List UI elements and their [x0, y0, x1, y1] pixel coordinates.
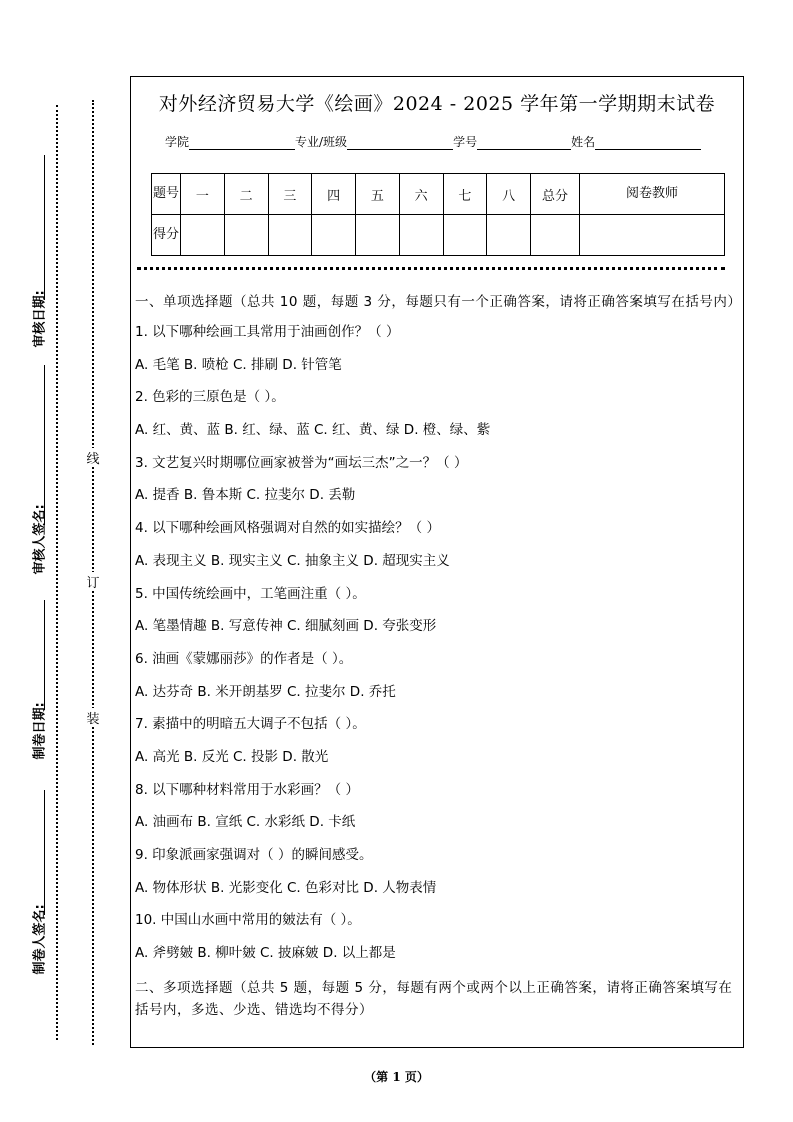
col-header-4: 四	[312, 174, 356, 215]
score-cell-grader[interactable]	[580, 215, 725, 256]
col-header-5: 五	[356, 174, 400, 215]
score-header: 得分	[152, 215, 181, 256]
question-7: 7. 素描中的明暗五大调子不包括（ ）。	[135, 716, 366, 733]
section2-heading: 二、多项选择题（总共 5 题，每题 5 分，每题有两个或两个以上正确答案，请将正确答案填写在括号内，多选、少选、错选均不得分）	[135, 979, 733, 1018]
question-5: 5. 中国传统绘画中，工笔画注重（ ）。	[135, 585, 366, 602]
col-header-2: 二	[224, 174, 268, 215]
col-header-total: 总分	[531, 174, 580, 215]
paper-date-line[interactable]	[44, 600, 45, 710]
binding-mark-staple: 订	[86, 572, 100, 591]
paper-maker-signature-line[interactable]	[44, 790, 45, 915]
col-header-7: 七	[443, 174, 487, 215]
question-1-options: A. 毛笔 B. 喷枪 C. 排刷 D. 针管笔	[135, 356, 342, 373]
col-header-1: 一	[181, 174, 225, 215]
question-4-options: A. 表现主义 B. 现实主义 C. 抽象主义 D. 超现实主义	[135, 552, 450, 569]
question-3: 3. 文艺复兴时期哪位画家被誉为“画坛三杰”之一？（ ）	[135, 454, 468, 471]
section1-heading: 一、单项选择题（总共 10 题，每题 3 分，每题只有一个正确答案，请将正确答案填写在括号内）	[135, 294, 742, 310]
paper-date-label: 制卷日期:	[32, 702, 48, 760]
question-number-header: 题号	[152, 174, 181, 215]
student-info-row	[165, 133, 701, 150]
student-id-label: 学号	[453, 135, 478, 149]
question-9: 9. 印象派画家强调对（ ）的瞬间感受。	[135, 847, 373, 863]
name-field[interactable]	[595, 137, 701, 150]
major-class-field[interactable]	[347, 137, 453, 150]
college-label: 学院	[165, 135, 190, 149]
score-table-score-row	[152, 215, 725, 256]
name-label: 姓名	[571, 135, 596, 149]
binding-dotted-line-outer	[56, 105, 58, 1040]
section-separator	[137, 267, 725, 270]
question-6-options: A. 达芬奇 B. 米开朗基罗 C. 拉斐尔 D. 乔托	[135, 683, 396, 700]
col-header-grader: 阅卷教师	[580, 174, 725, 215]
score-cell[interactable]	[312, 215, 356, 256]
question-4: 4. 以下哪种绘画风格强调对自然的如实描绘？（ ）	[135, 520, 440, 537]
question-1: 1. 以下哪种绘画工具常用于油画创作？（ ）	[135, 324, 400, 340]
score-cell[interactable]	[399, 215, 443, 256]
question-10-options: A. 斧劈皴 B. 柳叶皴 C. 披麻皴 D. 以上都是	[135, 945, 396, 962]
score-table	[151, 173, 725, 256]
col-header-6: 六	[399, 174, 443, 215]
exam-frame	[130, 76, 744, 1048]
binding-mark-bind: 装	[86, 708, 100, 727]
question-10: 10. 中国山水画中常用的皴法有（ ）。	[135, 912, 361, 929]
major-class-label: 专业/班级	[295, 135, 348, 149]
college-field[interactable]	[189, 137, 295, 150]
score-cell[interactable]	[224, 215, 268, 256]
score-cell[interactable]	[443, 215, 487, 256]
score-cell[interactable]	[356, 215, 400, 256]
score-table-header-row	[152, 174, 725, 215]
paper-maker-signature-label: 制卷人签名:	[32, 904, 48, 975]
question-8: 8. 以下哪种材料常用于水彩画？（ ）	[135, 781, 359, 798]
score-cell[interactable]	[181, 215, 225, 256]
question-5-options: A. 笔墨情趣 B. 写意传神 C. 细腻刻画 D. 夸张变形	[135, 618, 437, 635]
question-7-options: A. 高光 B. 反光 C. 投影 D. 散光	[135, 748, 329, 765]
exam-title: 对外经济贸易大学《绘画》2024 - 2025 学年第一学期期末试卷	[158, 93, 716, 115]
reviewer-signature-line[interactable]	[44, 365, 45, 525]
col-header-8: 八	[487, 174, 531, 215]
score-cell[interactable]	[487, 215, 531, 256]
question-6: 6. 油画《蒙娜丽莎》的作者是（ ）。	[135, 650, 353, 667]
col-header-3: 三	[268, 174, 312, 215]
review-date-line[interactable]	[44, 155, 45, 300]
score-cell-total[interactable]	[531, 215, 580, 256]
reviewer-signature-label: 审核人签名:	[32, 504, 48, 575]
binding-mark-line: 线	[86, 448, 100, 467]
question-2: 2. 色彩的三原色是（ ）。	[135, 389, 285, 406]
exam-content	[135, 291, 742, 1021]
question-8-options: A. 油画布 B. 宣纸 C. 水彩纸 D. 卡纸	[135, 814, 356, 831]
student-id-field[interactable]	[477, 137, 571, 150]
page-number: （第 1 页）	[364, 1070, 429, 1084]
question-9-options: A. 物体形状 B. 光影变化 C. 色彩对比 D. 人物表情	[135, 879, 437, 896]
question-3-options: A. 提香 B. 鲁本斯 C. 拉斐尔 D. 丢勒	[135, 487, 356, 504]
question-2-options: A. 红、黄、蓝 B. 红、绿、蓝 C. 红、黄、绿 D. 橙、绿、紫	[135, 422, 491, 439]
score-cell[interactable]	[268, 215, 312, 256]
review-date-label: 审核日期:	[32, 290, 48, 348]
